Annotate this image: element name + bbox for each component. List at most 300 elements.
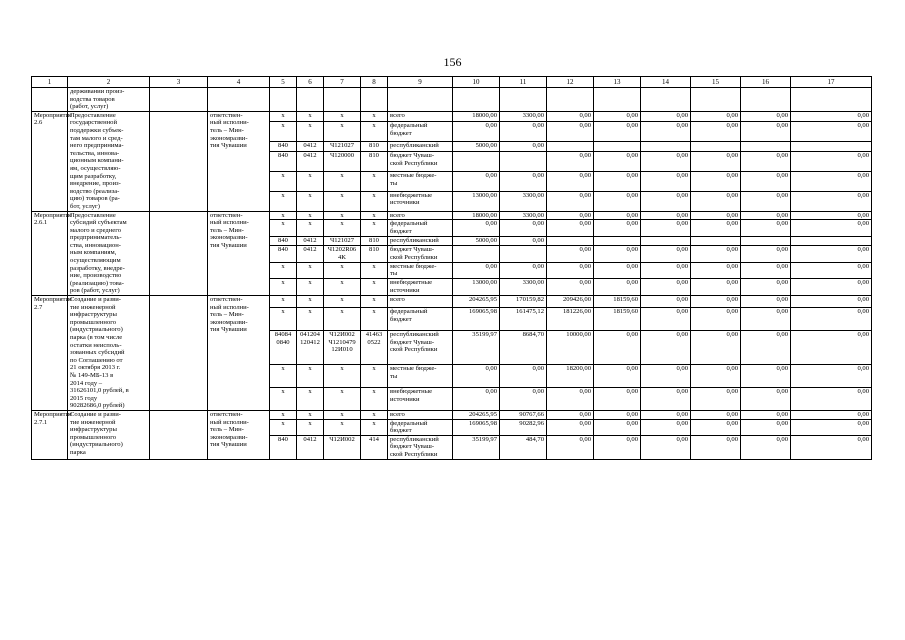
amount-cell: 0,00 (741, 410, 791, 419)
amount-cell: 13000,00 (453, 191, 500, 211)
amount-cell: 0,00 (741, 220, 791, 237)
amount-cell (453, 152, 500, 172)
amount-cell: 0,00 (691, 220, 741, 237)
code-cell: x (361, 410, 388, 419)
amount-cell: 0,00 (691, 245, 741, 262)
amount-cell: 0,00 (453, 172, 500, 192)
amount-cell: 0,00 (594, 410, 641, 419)
column-header: 5 (270, 77, 297, 88)
amount-cell: 0,00 (641, 410, 691, 419)
amount-cell: 0,00 (791, 172, 872, 192)
amount-cell: 181226,00 (547, 308, 594, 331)
amount-cell: 0,00 (594, 435, 641, 459)
code-cell: 84084 0840 (270, 331, 297, 365)
funding-source-cell: федеральный бюджет (388, 122, 453, 142)
measure-id-cell: Мероприятие 2.7.1 (32, 410, 68, 459)
amount-cell: 0,00 (547, 419, 594, 435)
funding-source-cell: бюджет Чуваш- ской Республики (388, 245, 453, 262)
code-cell: x (324, 172, 361, 192)
funding-source-cell: всего (388, 410, 453, 419)
code-cell: x (361, 364, 388, 387)
funding-source-cell: внебюджетные источники (388, 279, 453, 296)
funding-source-cell: местные бюдже- ты (388, 262, 453, 279)
column-header: 13 (594, 77, 641, 88)
code-cell: x (297, 211, 324, 220)
amount-cell: 0,00 (641, 122, 691, 142)
amount-cell: 0,00 (741, 387, 791, 410)
amount-cell: 0,00 (691, 111, 741, 121)
code-cell: x (361, 308, 388, 331)
funding-source-cell: местные бюдже- ты (388, 172, 453, 192)
amount-cell (641, 237, 691, 246)
amount-cell: 0,00 (791, 364, 872, 387)
amount-cell: 13000,00 (453, 279, 500, 296)
code-cell: x (361, 419, 388, 435)
empty-cell (150, 211, 208, 296)
amount-cell: 0,00 (691, 152, 741, 172)
measure-name-cell: Предоставление государственной поддержки субъек- там малого и сред- него предпринима- тельства, иннова- ционным компани- ям, осуществляю- щим разработку, внедрение, произ- водство (реализа- цию) товаров (ра- бот, услуг) (68, 111, 150, 211)
code-cell: 810 (361, 152, 388, 172)
amount-cell: 0,00 (691, 308, 741, 331)
code-cell: Ч12И002 (324, 435, 361, 459)
amount-cell: 0,00 (691, 435, 741, 459)
amount-cell: 0,00 (594, 262, 641, 279)
empty-cell (741, 88, 791, 112)
empty-cell (691, 88, 741, 112)
amount-cell: 0,00 (741, 279, 791, 296)
amount-cell: 0,00 (453, 262, 500, 279)
amount-cell: 0,00 (594, 245, 641, 262)
amount-cell (500, 245, 547, 262)
code-cell: x (270, 211, 297, 220)
amount-cell: 90767,66 (500, 410, 547, 419)
amount-cell: 0,00 (547, 220, 594, 237)
amount-cell: 0,00 (594, 387, 641, 410)
code-cell: x (324, 191, 361, 211)
code-cell: 810 (361, 141, 388, 151)
code-cell: x (361, 211, 388, 220)
amount-cell: 0,00 (500, 172, 547, 192)
column-header: 15 (691, 77, 741, 88)
amount-cell: 0,00 (791, 435, 872, 459)
funding-source-cell: всего (388, 211, 453, 220)
amount-cell (691, 141, 741, 151)
code-cell: x (361, 220, 388, 237)
amount-cell: 0,00 (791, 296, 872, 308)
code-cell: x (270, 410, 297, 419)
amount-cell: 0,00 (547, 262, 594, 279)
measure-id-cell: Мероприятие 2.6 (32, 111, 68, 211)
amount-cell: 0,00 (500, 122, 547, 142)
code-cell: x (270, 387, 297, 410)
code-cell: 840 (270, 141, 297, 151)
column-header: 11 (500, 77, 547, 88)
amount-cell (791, 141, 872, 151)
amount-cell: 0,00 (791, 410, 872, 419)
amount-cell: 0,00 (641, 172, 691, 192)
table-row (32, 111, 872, 121)
amount-cell: 0,00 (691, 296, 741, 308)
amount-cell: 0,00 (691, 191, 741, 211)
amount-cell: 0,00 (500, 141, 547, 151)
code-cell: x (270, 419, 297, 435)
amount-cell: 3300,00 (500, 279, 547, 296)
code-cell: x (361, 279, 388, 296)
empty-cell (150, 88, 208, 112)
code-cell: x (297, 111, 324, 121)
code-cell: x (361, 172, 388, 192)
amount-cell (741, 141, 791, 151)
code-cell: x (324, 387, 361, 410)
code-cell: x (297, 122, 324, 142)
amount-cell: 3300,00 (500, 111, 547, 121)
funding-source-cell: бюджет Чуваш- ской Республики (388, 152, 453, 172)
page-number: 156 (443, 55, 462, 69)
amount-cell: 35199,97 (453, 331, 500, 365)
amount-cell: 0,00 (500, 387, 547, 410)
code-cell: 840 (270, 435, 297, 459)
amount-cell: 0,00 (791, 191, 872, 211)
code-cell: x (324, 308, 361, 331)
code-cell: x (297, 308, 324, 331)
amount-cell: 18159,60 (594, 296, 641, 308)
code-cell: x (270, 122, 297, 142)
amount-cell: 0,00 (594, 122, 641, 142)
amount-cell: 0,00 (641, 419, 691, 435)
column-header: 8 (361, 77, 388, 88)
column-header: 12 (547, 77, 594, 88)
amount-cell: 0,00 (641, 211, 691, 220)
empty-cell (361, 88, 388, 112)
amount-cell: 0,00 (547, 152, 594, 172)
amount-cell: 0,00 (741, 364, 791, 387)
code-cell: x (297, 172, 324, 192)
amount-cell: 0,00 (791, 262, 872, 279)
code-cell: 840 (270, 152, 297, 172)
amount-cell: 35199,97 (453, 435, 500, 459)
code-cell: x (361, 296, 388, 308)
amount-cell: 0,00 (641, 152, 691, 172)
amount-cell: 3300,00 (500, 191, 547, 211)
amount-cell: 161475,12 (500, 308, 547, 331)
amount-cell: 0,00 (791, 387, 872, 410)
code-cell: x (297, 387, 324, 410)
executor-cell: ответствен- ный исполни- тель – Мин- экономразви- тия Чувашии (208, 410, 270, 459)
amount-cell: 8684,70 (500, 331, 547, 365)
amount-cell: 0,00 (547, 211, 594, 220)
column-header: 7 (324, 77, 361, 88)
amount-cell: 0,00 (594, 172, 641, 192)
amount-cell: 0,00 (691, 364, 741, 387)
amount-cell: 0,00 (594, 211, 641, 220)
amount-cell: 0,00 (791, 419, 872, 435)
amount-cell: 169065,98 (453, 308, 500, 331)
amount-cell: 0,00 (453, 387, 500, 410)
amount-cell: 0,00 (641, 296, 691, 308)
amount-cell: 0,00 (741, 435, 791, 459)
code-cell: x (297, 419, 324, 435)
amount-cell (741, 237, 791, 246)
column-header: 9 (388, 77, 453, 88)
code-cell: 0412 (297, 141, 324, 151)
table-row (32, 410, 872, 419)
amount-cell: 0,00 (791, 152, 872, 172)
empty-cell (791, 88, 872, 112)
code-cell: 041204 120412 (297, 331, 324, 365)
code-cell: 0412 (297, 152, 324, 172)
code-cell: x (361, 111, 388, 121)
column-header: 17 (791, 77, 872, 88)
amount-cell: 0,00 (691, 331, 741, 365)
amount-cell: 0,00 (691, 262, 741, 279)
table-row (32, 296, 872, 308)
budget-table (31, 76, 872, 460)
amount-cell: 0,00 (547, 410, 594, 419)
code-cell: 414 (361, 435, 388, 459)
amount-cell: 18159,60 (594, 308, 641, 331)
amount-cell: 0,00 (691, 211, 741, 220)
code-cell: x (324, 279, 361, 296)
code-cell: x (324, 122, 361, 142)
funding-source-cell: республиканский (388, 141, 453, 151)
amount-cell: 18000,00 (453, 211, 500, 220)
amount-cell: 0,00 (547, 191, 594, 211)
amount-cell: 0,00 (791, 211, 872, 220)
amount-cell: 0,00 (594, 152, 641, 172)
amount-cell: 0,00 (641, 220, 691, 237)
funding-source-cell: местные бюдже- ты (388, 364, 453, 387)
amount-cell: 0,00 (741, 152, 791, 172)
amount-cell: 204265,95 (453, 296, 500, 308)
amount-cell: 5000,00 (453, 141, 500, 151)
code-cell: x (361, 387, 388, 410)
amount-cell: 0,00 (741, 419, 791, 435)
amount-cell: 0,00 (791, 331, 872, 365)
measure-name-cell: Создание и разви- тие инженерной инфраструктуры промышленного (индустриального) парка (68, 410, 150, 459)
amount-cell: 0,00 (791, 111, 872, 121)
code-cell: x (361, 262, 388, 279)
column-header: 6 (297, 77, 324, 88)
code-cell: x (297, 279, 324, 296)
column-header: 3 (150, 77, 208, 88)
amount-cell: 0,00 (594, 279, 641, 296)
funding-source-cell: федеральный бюджет (388, 308, 453, 331)
amount-cell: 0,00 (691, 279, 741, 296)
amount-cell: 0,00 (547, 172, 594, 192)
code-cell: x (361, 122, 388, 142)
amount-cell: 209426,00 (547, 296, 594, 308)
amount-cell: 0,00 (641, 111, 691, 121)
code-cell: 840 (270, 237, 297, 246)
funding-source-cell: федеральный бюджет (388, 419, 453, 435)
header-row (32, 77, 872, 88)
empty-cell (270, 88, 297, 112)
funding-source-cell: внебюджетные источники (388, 387, 453, 410)
amount-cell: 0,00 (741, 331, 791, 365)
funding-source-cell: республиканский бюджет Чуваш- ской Республики (388, 331, 453, 365)
code-cell: 0412 (297, 237, 324, 246)
code-cell: 810 (361, 245, 388, 262)
code-cell: x (297, 262, 324, 279)
empty-cell (150, 296, 208, 411)
code-cell: Ч121027 (324, 237, 361, 246)
code-cell: Ч120000 (324, 152, 361, 172)
measure-id-cell: Мероприятие 2.7 (32, 296, 68, 411)
code-cell: Ч1202R06 4K (324, 245, 361, 262)
amount-cell (594, 237, 641, 246)
empty-cell (32, 88, 68, 112)
executor-cell: ответствен- ный исполни- тель – Мин- экономразви- тия Чувашии (208, 111, 270, 211)
amount-cell (547, 237, 594, 246)
amount-cell: 18000,00 (453, 111, 500, 121)
amount-cell: 0,00 (547, 279, 594, 296)
amount-cell: 0,00 (791, 122, 872, 142)
amount-cell: 0,00 (641, 387, 691, 410)
measure-name-cell: держивании произ- водства товаров (работ, услуг) (68, 88, 150, 112)
amount-cell: 18200,00 (547, 364, 594, 387)
amount-cell (547, 141, 594, 151)
amount-cell (500, 152, 547, 172)
amount-cell: 0,00 (453, 122, 500, 142)
amount-cell: 0,00 (691, 419, 741, 435)
amount-cell: 0,00 (641, 308, 691, 331)
amount-cell: 170159,82 (500, 296, 547, 308)
amount-cell (453, 245, 500, 262)
amount-cell: 0,00 (547, 435, 594, 459)
amount-cell: 0,00 (641, 245, 691, 262)
code-cell: x (324, 111, 361, 121)
code-cell: x (297, 410, 324, 419)
executor-cell: ответствен- ный исполни- тель – Мин- экономразви- тия Чувашии (208, 296, 270, 411)
amount-cell: 0,00 (500, 262, 547, 279)
column-header: 16 (741, 77, 791, 88)
amount-cell: 0,00 (741, 296, 791, 308)
code-cell: x (361, 191, 388, 211)
amount-cell: 0,00 (741, 111, 791, 121)
amount-cell: 0,00 (500, 364, 547, 387)
code-cell: x (270, 262, 297, 279)
empty-cell (150, 111, 208, 211)
amount-cell: 90282,96 (500, 419, 547, 435)
amount-cell: 484,70 (500, 435, 547, 459)
code-cell: Ч121027 (324, 141, 361, 151)
empty-cell (208, 88, 270, 112)
measure-name-cell: Предоставление субсидий субъектам малого и среднего предприниматель- ства, инновацион- ным компаниям, осуществляющим разработку, внедре- ние, производство (реализацию) това- ров (работ, услуг) (68, 211, 150, 296)
amount-cell: 0,00 (691, 172, 741, 192)
code-cell: x (297, 220, 324, 237)
amount-cell: 0,00 (741, 172, 791, 192)
empty-cell (388, 88, 453, 112)
empty-cell (324, 88, 361, 112)
funding-source-cell: всего (388, 296, 453, 308)
amount-cell: 0,00 (741, 308, 791, 331)
column-header: 14 (641, 77, 691, 88)
code-cell: x (270, 191, 297, 211)
amount-cell: 0,00 (791, 220, 872, 237)
code-cell: Ч12И002 Ч1210479 12И010 (324, 331, 361, 365)
amount-cell: 0,00 (500, 237, 547, 246)
empty-cell (500, 88, 547, 112)
measure-name-cell: Создание и разви- тие инженерной инфраструктуры промышленного (индустриального) парка (в том числе остатки неисполь- зованных субсидий по Соглашению от 21 октября 2013 г. № 149-МБ-13 в 2014 году – 31626101,0 рублей, в 2015 году 90282686,0 рублей) (68, 296, 150, 411)
code-cell: x (324, 211, 361, 220)
empty-cell (594, 88, 641, 112)
amount-cell: 0,00 (594, 220, 641, 237)
code-cell: 0412 (297, 435, 324, 459)
code-cell: x (270, 220, 297, 237)
funding-source-cell: всего (388, 111, 453, 121)
code-cell: x (324, 410, 361, 419)
amount-cell: 0,00 (594, 111, 641, 121)
amount-cell (641, 141, 691, 151)
code-cell: x (297, 364, 324, 387)
amount-cell: 0,00 (453, 220, 500, 237)
code-cell: 41463 0522 (361, 331, 388, 365)
code-cell: x (324, 296, 361, 308)
amount-cell: 0,00 (791, 279, 872, 296)
funding-source-cell: внебюджетные источники (388, 191, 453, 211)
code-cell: x (324, 220, 361, 237)
amount-cell: 0,00 (791, 245, 872, 262)
amount-cell: 0,00 (547, 111, 594, 121)
amount-cell: 0,00 (741, 211, 791, 220)
executor-cell: ответствен- ный исполни- тель – Мин- экономразви- тия Чувашии (208, 211, 270, 296)
amount-cell: 0,00 (741, 262, 791, 279)
amount-cell: 0,00 (594, 364, 641, 387)
amount-cell (594, 141, 641, 151)
amount-cell: 10000,00 (547, 331, 594, 365)
amount-cell (691, 237, 741, 246)
amount-cell: 0,00 (500, 220, 547, 237)
code-cell: x (270, 364, 297, 387)
amount-cell: 0,00 (641, 279, 691, 296)
funding-source-cell: республиканский (388, 237, 453, 246)
code-cell: x (270, 296, 297, 308)
amount-cell: 0,00 (547, 245, 594, 262)
amount-cell: 0,00 (641, 435, 691, 459)
code-cell: x (297, 191, 324, 211)
column-header: 4 (208, 77, 270, 88)
amount-cell (791, 237, 872, 246)
empty-cell (641, 88, 691, 112)
code-cell: x (324, 262, 361, 279)
amount-cell: 169065,98 (453, 419, 500, 435)
amount-cell: 0,00 (741, 122, 791, 142)
amount-cell: 0,00 (547, 387, 594, 410)
amount-cell: 204265,95 (453, 410, 500, 419)
column-header: 2 (68, 77, 150, 88)
code-cell: x (270, 172, 297, 192)
amount-cell: 0,00 (641, 331, 691, 365)
empty-cell (297, 88, 324, 112)
continuation-row (32, 88, 872, 112)
amount-cell: 0,00 (741, 245, 791, 262)
funding-source-cell: республиканский бюджет Чуваш- ской Республики (388, 435, 453, 459)
code-cell: x (297, 296, 324, 308)
amount-cell: 0,00 (641, 191, 691, 211)
amount-cell: 3300,00 (500, 211, 547, 220)
empty-cell (453, 88, 500, 112)
amount-cell: 0,00 (594, 191, 641, 211)
code-cell: 840 (270, 245, 297, 262)
measure-id-cell: Мероприятие 2.6.1 (32, 211, 68, 296)
funding-source-cell: федеральный бюджет (388, 220, 453, 237)
amount-cell: 5000,00 (453, 237, 500, 246)
amount-cell: 0,00 (594, 419, 641, 435)
column-header: 1 (32, 77, 68, 88)
amount-cell: 0,00 (691, 387, 741, 410)
amount-cell: 0,00 (741, 191, 791, 211)
amount-cell: 0,00 (594, 331, 641, 365)
